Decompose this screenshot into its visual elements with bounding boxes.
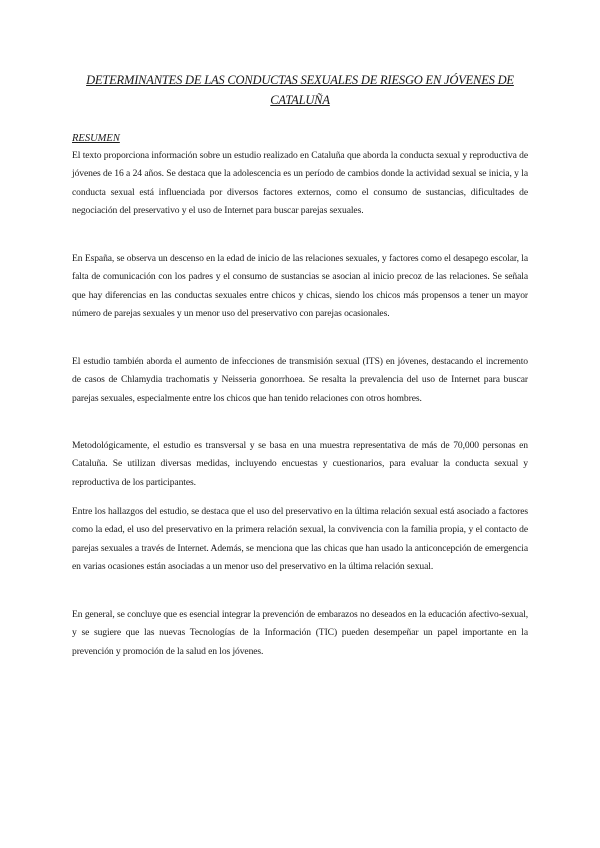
section-heading-resumen: RESUMEN — [72, 133, 120, 144]
paragraph-6: En general, se concluye que es esencial integrar la prevención de embarazos no deseados en la educación afectivo-sexual, y se sugiere que las nuevas Tecnologías de la Información (TIC) pueden desempeñar un papel importante en la prevención y promoción de la salud en los jóvenes. — [72, 609, 528, 657]
paragraph-4: Metodológicamente, el estudio es transversal y se basa en una muestra representativa de más de 70,000 personas en Cataluña. Se utilizan diversas medidas, incluyendo encuestas y cuestionarios, para evaluar la conducta sexual y reproductiva de los participantes. — [72, 440, 528, 488]
paragraph-3: El estudio también aborda el aumento de infecciones de transmisión sexual (ITS) en jóvenes, destacando el incremento de casos de Chlamydia trachomatis y Neisseria gonorrhoea. Se resalta la prevalencia del uso de Internet para buscar parejas sexuales, especialmente entre los chicos que han tenido relaciones con otros hombres. — [72, 356, 528, 404]
document-title: DETERMINANTES DE LAS CONDUCTAS SEXUALES DE RIESGO EN JÓVENES DE CATALUÑA — [86, 73, 514, 107]
paragraph-2: En España, se observa un descenso en la edad de inicio de las relaciones sexuales, y factores como el desapego escolar, la falta de comunicación con los padres y el consumo de sustancias se asocian al inicio precoz de las relaciones. Se señala que hay diferencias en las conductas sexuales entre chicos y chicas, siendo los chicos más propensos a tener un mayor número de parejas sexuales y un menor uso del preservativo con parejas ocasionales. — [72, 253, 528, 320]
paragraph-1: El texto proporciona información sobre un estudio realizado en Cataluña que aborda la conducta sexual y reproductiva de jóvenes de 16 a 24 años. Se destaca que la adolescencia es un período de cambios donde la actividad sexual se inicia, y la conducta sexual está influenciada por diversos factores externos, como el consumo de sustancias, dificultades de negociación del preservativo y el uso de Internet para buscar parejas sexuales. — [72, 150, 528, 217]
paragraph-5: Entre los hallazgos del estudio, se destaca que el uso del preservativo en la última relación sexual está asociado a factores como la edad, el uso del preservativo en la primera relación sexual, la convivencia con la familia propia, y el contacto de parejas sexuales a través de Internet. Además, se menciona que las chicas que han usado la anticoncepción de emergencia en varias ocasiones están asociadas a un menor uso del preservativo en la última relación sexual. — [72, 506, 528, 573]
